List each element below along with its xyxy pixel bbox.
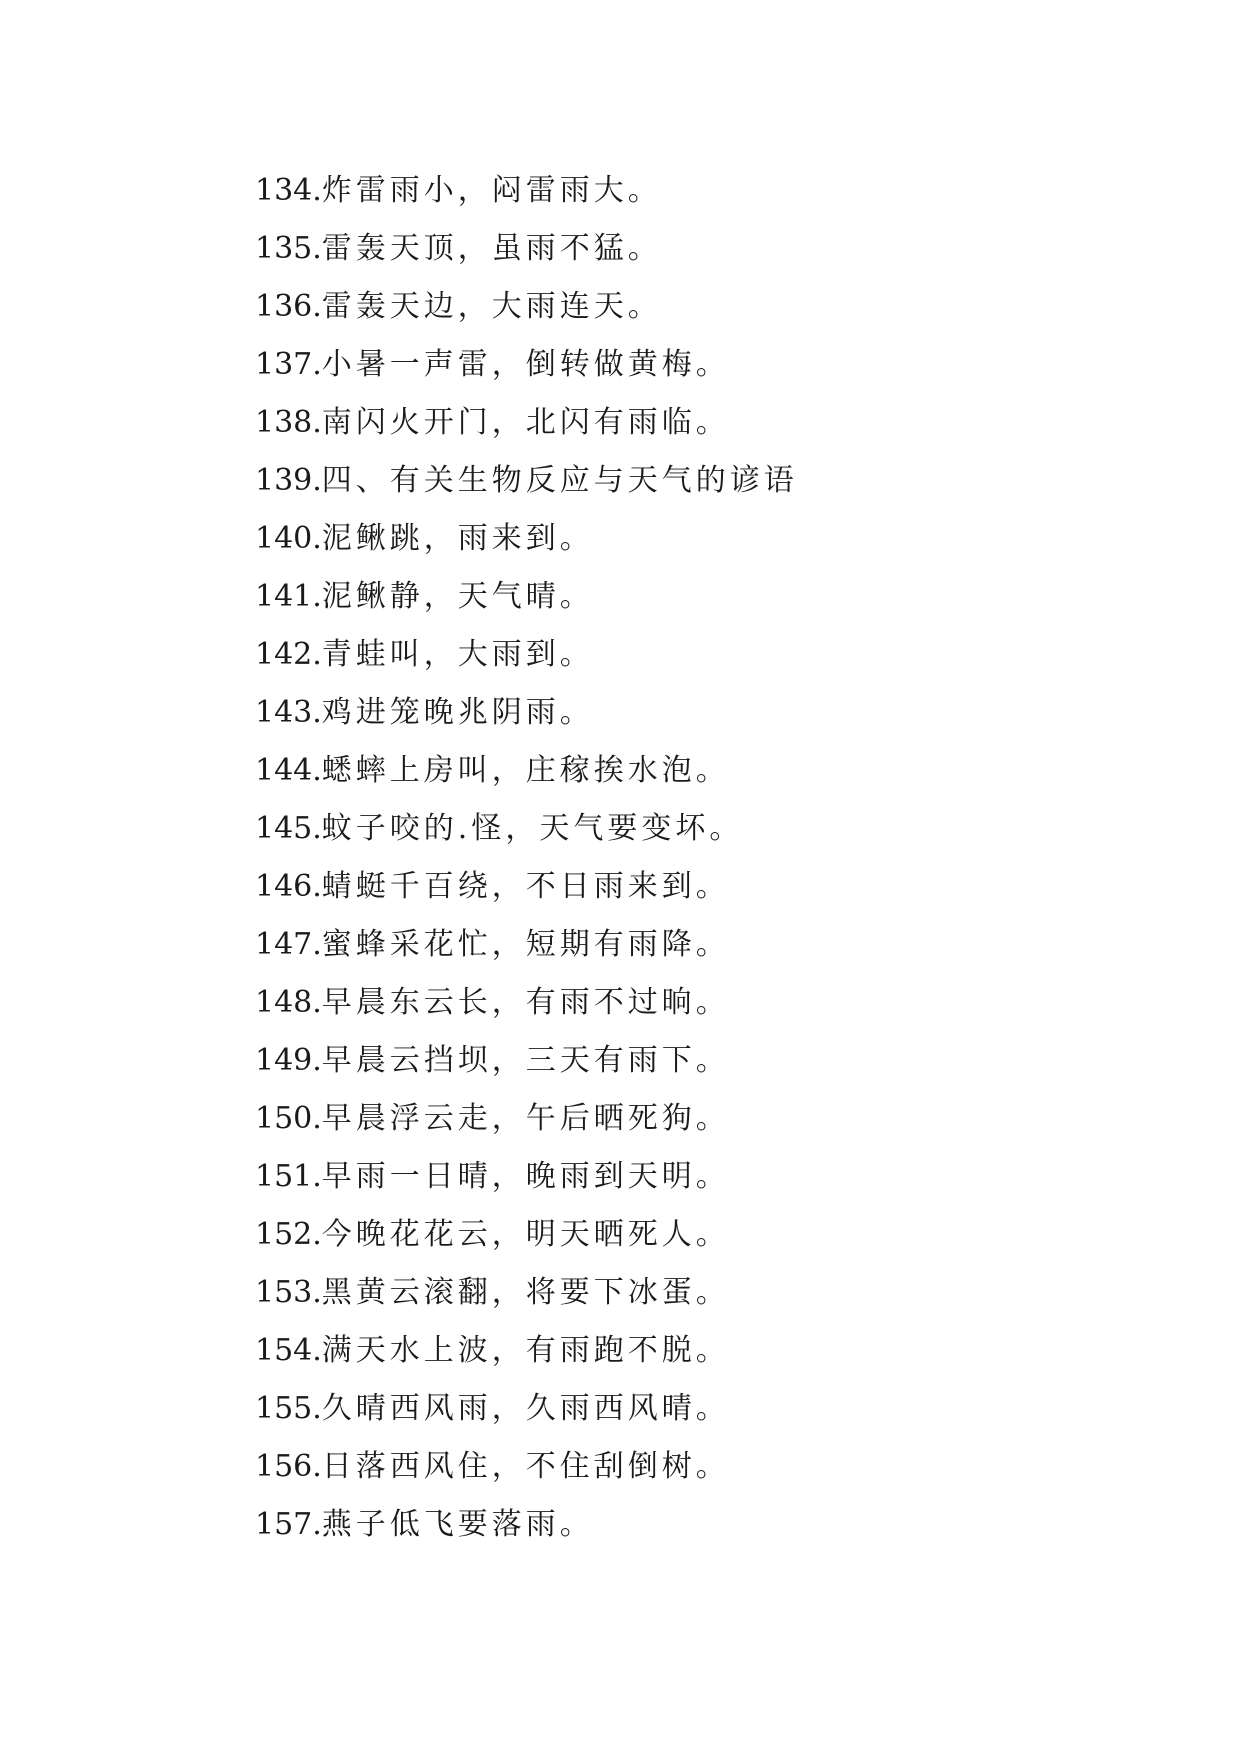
item-number: 140. <box>255 521 322 556</box>
item-text: 南闪火开门，北闪有雨临。 <box>321 405 730 440</box>
list-item <box>255 1090 1155 1148</box>
item-text: 久晴西风雨，久雨西风晴。 <box>321 1391 730 1426</box>
item-number: 146. <box>255 869 322 904</box>
item-text: 雷轰天顶，虽雨不猛。 <box>321 231 662 266</box>
item-number: 138. <box>255 405 322 440</box>
list-item <box>255 858 1155 916</box>
item-text: 早晨云挡坝，三天有雨下。 <box>321 1043 730 1078</box>
item-number: 156. <box>255 1449 322 1484</box>
list-item <box>255 278 1155 336</box>
proverb-list <box>255 162 1155 1554</box>
item-text: 燕子低飞要落雨。 <box>321 1507 594 1542</box>
item-text: 青蛙叫，大雨到。 <box>321 637 594 672</box>
item-text: 满天水上波，有雨跑不脱。 <box>321 1333 730 1368</box>
item-number: 149. <box>255 1043 322 1078</box>
item-text: 黑黄云滚翻，将要下冰蛋。 <box>321 1275 730 1310</box>
list-item <box>255 1264 1155 1322</box>
item-text: 四、有关生物反应与天气的谚语 <box>321 463 798 498</box>
item-number: 134. <box>255 173 322 208</box>
item-text: 早雨一日晴，晚雨到天明。 <box>321 1159 730 1194</box>
item-number: 151. <box>255 1159 322 1194</box>
item-number: 152. <box>255 1217 322 1252</box>
list-item <box>255 336 1155 394</box>
item-text: 蚊子咬的.怪，天气要变坏。 <box>321 811 744 846</box>
list-item <box>255 220 1155 278</box>
item-text: 今晚花花云，明天晒死人。 <box>321 1217 730 1252</box>
list-item <box>255 1380 1155 1438</box>
list-item <box>255 800 1155 858</box>
list-item <box>255 1438 1155 1496</box>
list-item <box>255 510 1155 568</box>
section-heading-item <box>255 452 1155 510</box>
list-item <box>255 1032 1155 1090</box>
item-number: 148. <box>255 985 322 1020</box>
list-item <box>255 742 1155 800</box>
list-item <box>255 1206 1155 1264</box>
list-item <box>255 568 1155 626</box>
item-number: 150. <box>255 1101 322 1136</box>
item-number: 147. <box>255 927 322 962</box>
item-text: 泥鳅跳，雨来到。 <box>321 521 594 556</box>
item-text: 蜜蜂采花忙，短期有雨降。 <box>321 927 730 962</box>
list-item <box>255 394 1155 452</box>
item-text: 小暑一声雷，倒转做黄梅。 <box>321 347 730 382</box>
item-text: 日落西风住，不住刮倒树。 <box>321 1449 730 1484</box>
list-item <box>255 162 1155 220</box>
list-item <box>255 1322 1155 1380</box>
item-number: 144. <box>255 753 322 788</box>
item-number: 136. <box>255 289 322 324</box>
list-item <box>255 684 1155 742</box>
item-number: 157. <box>255 1507 322 1542</box>
item-text: 雷轰天边，大雨连天。 <box>321 289 662 324</box>
item-number: 135. <box>255 231 322 266</box>
list-item <box>255 916 1155 974</box>
list-item <box>255 974 1155 1032</box>
item-text: 蜻蜓千百绕，不日雨来到。 <box>321 869 730 904</box>
item-number: 137. <box>255 347 322 382</box>
item-text: 鸡进笼晚兆阴雨。 <box>321 695 594 730</box>
item-text: 泥鳅静，天气晴。 <box>321 579 594 614</box>
item-text: 炸雷雨小，闷雷雨大。 <box>321 173 662 208</box>
item-number: 154. <box>255 1333 322 1368</box>
list-item <box>255 1496 1155 1554</box>
list-item <box>255 1148 1155 1206</box>
item-text: 蟋蟀上房叫，庄稼挨水泡。 <box>321 753 730 788</box>
item-number: 153. <box>255 1275 322 1310</box>
item-number: 141. <box>255 579 322 614</box>
item-text: 早晨浮云走，午后晒死狗。 <box>321 1101 730 1136</box>
item-number: 143. <box>255 695 322 730</box>
item-number: 145. <box>255 811 322 846</box>
item-number: 142. <box>255 637 322 672</box>
item-text: 早晨东云长，有雨不过晌。 <box>321 985 730 1020</box>
item-number: 139. <box>255 463 322 498</box>
item-number: 155. <box>255 1391 322 1426</box>
list-item <box>255 626 1155 684</box>
